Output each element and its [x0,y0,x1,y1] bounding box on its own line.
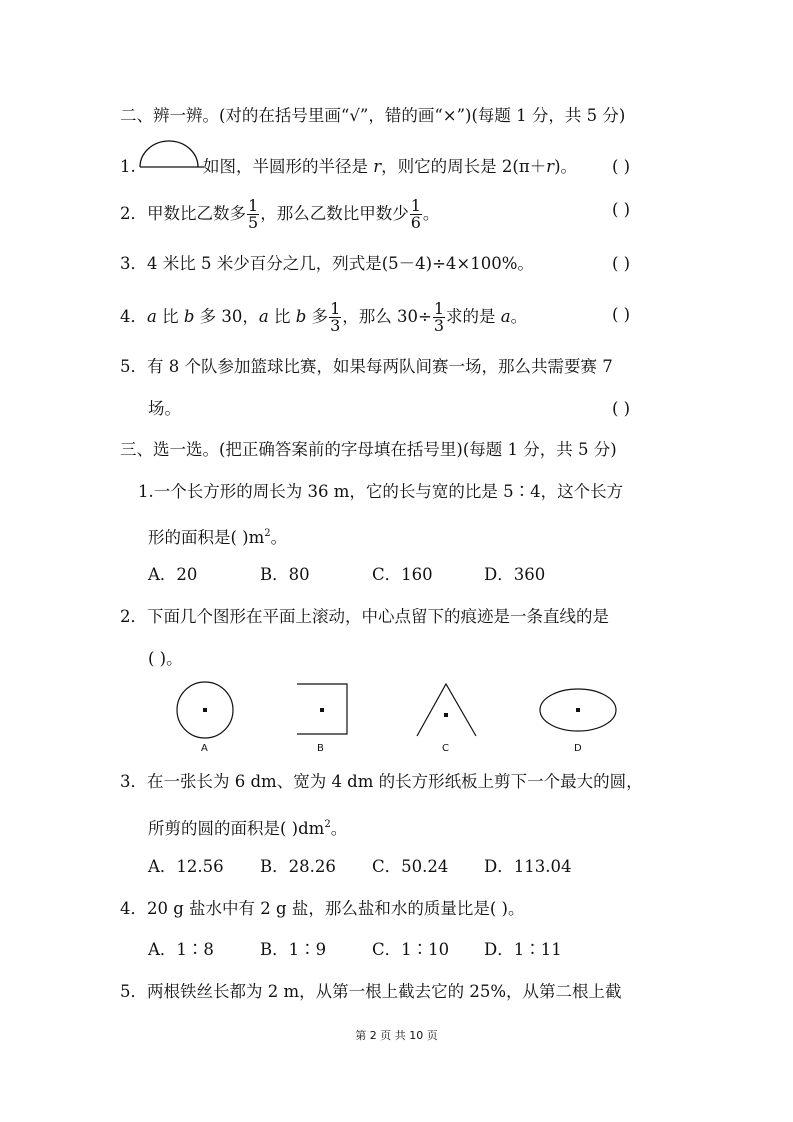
s2-q3-text: 4 米比 5 米少百分之几，列式是(5－4)÷4×100%。 [147,254,534,273]
s2-q5-number: 5． [120,357,147,376]
figure-d-ellipse[interactable] [540,689,616,731]
s2-q2 [120,198,439,231]
var-r: r [546,157,555,176]
frac-den: 3 [433,316,445,335]
s2-q3-answer-paren[interactable]: ( ) [612,254,631,273]
s3-q3-option-d[interactable]: D．113.04 [484,857,572,876]
s3-q3-text-line2: 所剪的圆的面积是( )dm [148,819,325,838]
fraction-one-fifth [247,198,259,231]
s2-q5-text-line1: 有 8 个队参加篮球比赛，如果每两队间赛一场，那么共需要赛 7 [147,357,613,376]
figure-label-b: B [317,743,324,754]
center-dot [444,713,448,717]
s3-q3 [120,770,643,794]
s3-q5-number: 5． [120,982,147,1001]
s2-q2-text-c: 。 [422,204,440,223]
var-a: a [258,307,269,326]
s2-q4-answer-paren[interactable]: ( ) [612,305,631,324]
center-dot [203,708,207,712]
s3-q3-text-line1: 在一张长为 6 dm、宽为 4 dm 的长方形纸板上剪下一个最大的圆， [147,772,643,791]
s2-q1-text-c: )。 [554,157,577,176]
var-b: b [295,307,307,326]
var-a: a [500,307,511,326]
s3-q4-option-b[interactable]: B．1∶9 [260,940,327,959]
frac-den: 3 [330,316,341,335]
s3-q2 [120,605,609,629]
s2-q4-text-a: 比 [156,307,184,326]
var-r: r [373,157,382,176]
s3-q3-option-a[interactable]: A．12.56 [148,857,224,876]
s3-q2-number: 2． [120,607,147,626]
s3-q3-text-end: 。 [330,819,348,838]
s2-q2-answer-paren[interactable]: ( ) [612,200,631,219]
s3-q1-option-c[interactable]: C．160 [372,565,433,584]
s3-q3-line2 [148,813,347,841]
var-a: a [147,307,157,326]
s3-q1 [138,480,623,504]
s2-q4-text-c: 比 [268,307,296,326]
s3-q4-option-c[interactable]: C．1∶10 [372,940,450,959]
s3-q1-text-line1: 一个长方形的周长为 36 m，它的长与宽的比是 5∶4，这个长方 [153,482,624,501]
triangle-shape [417,684,476,736]
s3-q2-line2: ( )。 [148,649,183,668]
frac-den: 5 [248,213,259,232]
s3-q1-text-line2: 形的面积是( )m [148,528,265,547]
s3-q4-number: 4． [120,899,147,918]
center-dot [320,708,324,712]
s2-q1-answer-paren[interactable]: ( ) [612,157,631,176]
frac-num: 1 [330,299,341,318]
s3-q4 [120,897,524,921]
s3-q1-option-a[interactable]: A．20 [148,565,198,584]
frac-num: 1 [410,196,421,215]
s2-q2-text-a: 甲数比乙数多 [147,204,246,223]
s2-q4 [120,301,527,334]
s2-q1-text [203,155,577,179]
page-footer: 第 2 页 共 10 页 [355,1029,438,1042]
s3-q3-number: 3． [120,772,147,791]
figure-a-circle[interactable] [177,682,233,738]
s2-q2-number: 2． [120,204,147,223]
s3-q2-text-line1: 下面几个图形在平面上滚动，中心点留下的痕迹是一条直线的是 [147,607,609,626]
superscript: 2 [324,819,331,830]
center-dot [576,708,580,712]
s3-q3-option-b[interactable]: B．28.26 [260,857,336,876]
s2-q1-number: 1. [120,157,136,176]
s3-q1-number: 1. [138,482,154,501]
frac-den: 6 [410,213,421,232]
s3-q1-line2 [148,522,287,550]
shape-figures [170,680,670,750]
s3-q1-option-b[interactable]: B．80 [260,565,310,584]
s3-q4-text: 20 g 盐水中有 2 g 盐，那么盐和水的质量比是( )。 [147,899,525,918]
frac-num: 1 [248,196,259,215]
var-b: b [183,307,195,326]
s2-q1-text-b: ，则它的周长是 2(π＋ [381,157,547,176]
s3-q5 [120,980,622,1004]
s3-q3-option-c[interactable]: C．50.24 [372,857,449,876]
semicircle-arc [140,141,198,167]
figure-b-square[interactable] [297,684,347,734]
s2-q1-text-a: 如图，半圆形的半径是 [203,157,374,176]
s3-q4-option-a[interactable]: A．1∶8 [148,940,214,959]
fraction-one-third [433,301,445,334]
s2-q3-number: 3． [120,254,147,273]
figure-label-c: C [442,743,449,754]
figure-label-a: A [201,743,208,754]
figure-c-triangle[interactable] [417,684,476,736]
s2-q5 [120,355,613,379]
fraction-one-third [329,301,341,334]
s2-q5-line2: 场。 [148,399,181,418]
s2-q1 [120,155,136,179]
fraction-one-sixth [410,198,422,231]
section3-heading: 三、选一选。(把正确答案前的字母填在括号里)(每题 1 分，共 5 分) [120,440,617,459]
s2-q4-text-g: 。 [510,307,528,326]
s2-q3 [120,252,534,276]
figure-label-d: D [574,743,582,754]
s2-q4-text-b: 多 30， [194,307,259,326]
frac-num: 1 [433,299,445,318]
s3-q4-option-d[interactable]: D．1∶11 [484,940,562,959]
s2-q4-text-f: 求的是 [446,307,501,326]
s3-q1-option-d[interactable]: D．360 [484,565,546,584]
s3-q5-text: 两根铁丝长都为 2 m，从第一根上截去它的 25%，从第二根上截 [147,982,622,1001]
s2-q4-number: 4． [120,307,147,326]
section2-heading: 二、辨一辨。(对的在括号里画“√”，错的画“×”)(每题 1 分，共 5 分) [120,106,626,125]
s2-q4-text-d: 多 [306,307,329,326]
s2-q2-text-b: ，那么乙数比甲数少 [260,204,409,223]
superscript: 2 [264,528,271,539]
s3-q1-text-end: 。 [270,528,288,547]
s2-q5-answer-paren[interactable]: ( ) [612,399,631,418]
s2-q4-text-e: ，那么 30÷ [342,307,432,326]
semicircle-figure [136,138,206,170]
